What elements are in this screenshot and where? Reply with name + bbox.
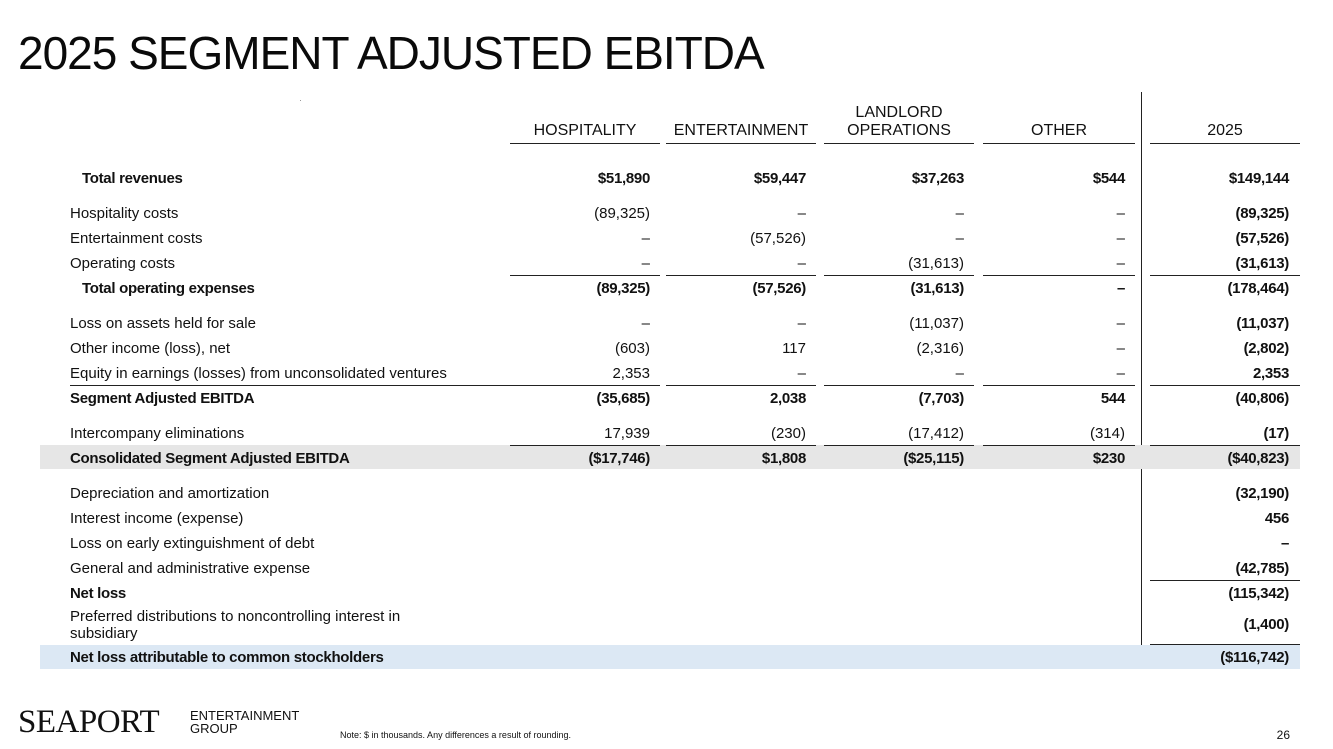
table-row-operating-costs: Operating costs – – (31,613) – (31,613) xyxy=(70,255,1289,272)
table-row-total-revenues: Total revenues $51,890 $59,447 $37,263 $544 $149,144 xyxy=(82,170,1289,187)
column-header-entertainment: ENTERTAINMENT xyxy=(666,122,816,144)
table-row-loss-on-early-extinguishment: Loss on early extinguishment of debt – xyxy=(70,535,1289,552)
table-row-general-and-administrative: General and administrative expense (42,785) xyxy=(70,560,1289,577)
table-row-consolidated-segment-adjusted-ebitda: Consolidated Segment Adjusted EBITDA ($17,746) $1,808 ($25,115) $230 ($40,823) xyxy=(70,450,1289,467)
seaport-logo: SEAPORT xyxy=(18,704,160,740)
footnote: Note: $ in thousands. Any differences a result of rounding. xyxy=(340,730,571,740)
column-header-landlord-operations: LANDLORD OPERATIONS xyxy=(824,104,974,144)
table-row-net-loss-attributable-to-common-stockholders: Net loss attributable to common stockholders ($116,742) xyxy=(70,649,1289,666)
page-number: 26 xyxy=(1276,728,1290,742)
column-header-hospitality: HOSPITALITY xyxy=(510,122,660,144)
table-row-equity-in-earnings: Equity in earnings (losses) from unconsolidated ventures 2,353 – – – 2,353 xyxy=(70,365,1289,382)
logo-subtitle: ENTERTAINMENT GROUP xyxy=(190,708,300,736)
table-row-hospitality-costs: Hospitality costs (89,325) – – – (89,325) xyxy=(70,205,1289,222)
table-row-other-income: Other income (loss), net (603) 117 (2,316) – (2,802) xyxy=(70,340,1289,357)
page-title: 2025 SEGMENT ADJUSTED EBITDA xyxy=(18,27,764,79)
table-row-preferred-distributions: Preferred distributions to noncontrolling interest in subsidiary (1,400) xyxy=(70,608,1289,642)
table-row-net-loss: Net loss (115,342) xyxy=(70,585,1289,602)
table-row-total-operating-expenses: Total operating expenses (89,325) (57,526) (31,613) – (178,464) xyxy=(82,280,1289,297)
table-row-loss-on-assets-held-for-sale: Loss on assets held for sale – – (11,037) – (11,037) xyxy=(70,315,1289,332)
column-header-other: OTHER xyxy=(983,122,1135,144)
table-row-segment-adjusted-ebitda: Segment Adjusted EBITDA (35,685) 2,038 (7,703) 544 (40,806) xyxy=(70,390,1289,407)
column-header-2025: 2025 xyxy=(1150,122,1300,144)
table-row-interest-income: Interest income (expense) 456 xyxy=(70,510,1289,527)
table-row-intercompany-eliminations: Intercompany eliminations 17,939 (230) (17,412) (314) (17) xyxy=(70,425,1289,442)
table-row-entertainment-costs: Entertainment costs – (57,526) – – (57,526) xyxy=(70,230,1289,247)
table-row-depreciation-and-amortization: Depreciation and amortization (32,190) xyxy=(70,485,1289,502)
